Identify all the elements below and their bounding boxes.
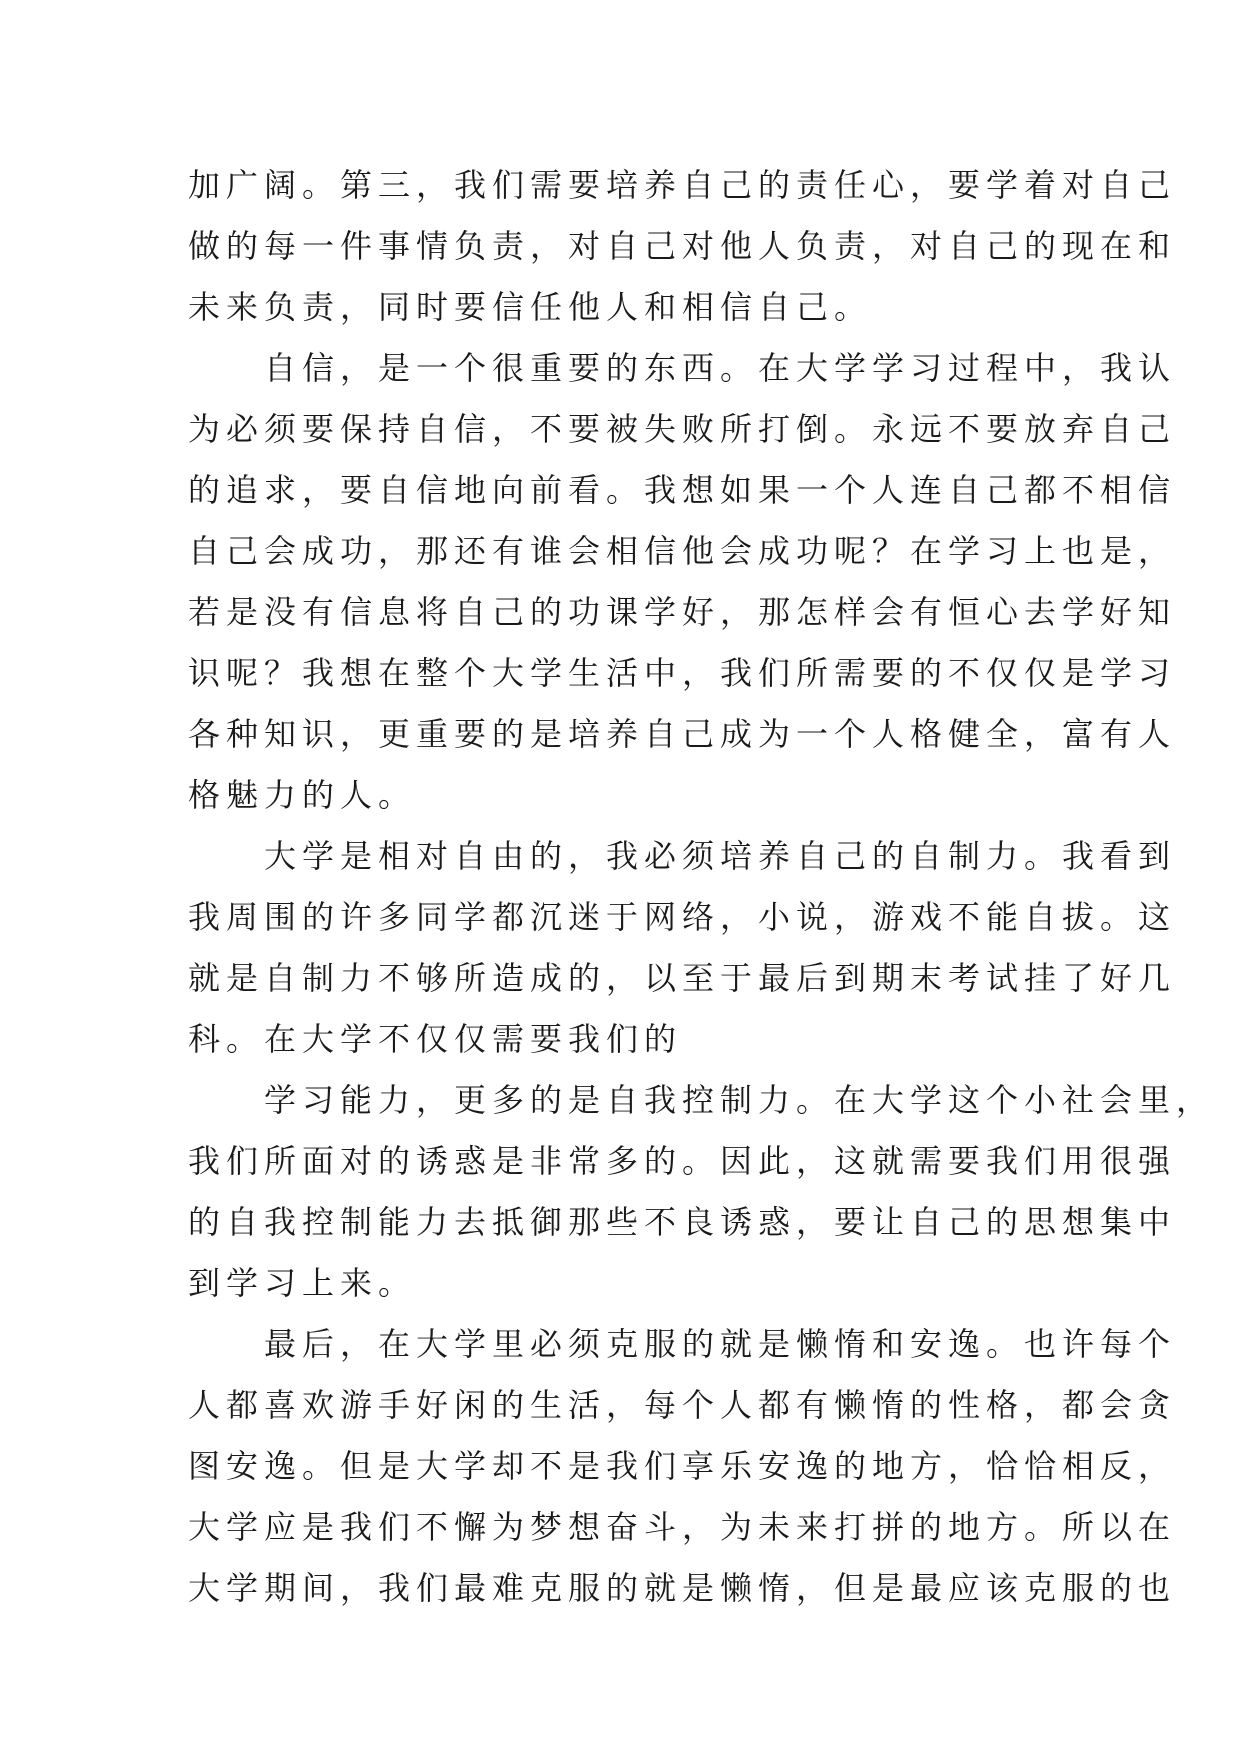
text-line: 人都喜欢游手好闲的生活，每个人都有懒惰的性格，都会贪	[188, 1386, 1177, 1424]
text-line: 我周围的许多同学都沉迷于网络，小说，游戏不能自拔。这	[188, 898, 1177, 936]
text-line: 各种知识，更重要的是培养自己成为一个人格健全，富有人	[188, 715, 1177, 753]
text-line: 到学习上来。	[188, 1264, 417, 1302]
text-line: 自己会成功，那还有谁会相信他会成功呢？在学习上也是，	[188, 532, 1177, 570]
paragraph-self-discipline	[188, 826, 1177, 1070]
paragraph-laziness	[188, 1314, 1177, 1619]
text-line: 科。在大学不仅仅需要我们的	[188, 1020, 683, 1058]
text-line: 学习能力，更多的是自我控制力。在大学这个小社会里，	[264, 1081, 1215, 1119]
text-line: 若是没有信息将自己的功课学好，那怎样会有恒心去学好知	[188, 593, 1177, 631]
text-line: 自信，是一个很重要的东西。在大学学习过程中，我认	[264, 349, 1177, 387]
text-line: 我们所面对的诱惑是非常多的。因此，这就需要我们用很强	[188, 1142, 1177, 1180]
text-line: 大学是相对自由的，我必须培养自己的自制力。我看到	[264, 837, 1177, 875]
text-line: 识呢？我想在整个大学生活中，我们所需要的不仅仅是学习	[188, 654, 1177, 692]
document-body	[188, 155, 1215, 1619]
text-line: 大学应是我们不懈为梦想奋斗，为未来打拼的地方。所以在	[188, 1508, 1177, 1546]
text-line: 的追求，要自信地向前看。我想如果一个人连自己都不相信	[188, 471, 1177, 509]
text-line: 的自我控制能力去抵御那些不良诱惑，要让自己的思想集中	[188, 1203, 1177, 1241]
text-line: 大学期间，我们最难克服的就是懒惰，但是最应该克服的也	[188, 1569, 1177, 1607]
paragraph-responsibility	[188, 155, 1177, 338]
text-line: 就是自制力不够所造成的，以至于最后到期末考试挂了好几	[188, 959, 1177, 997]
text-line: 未来负责，同时要信任他人和相信自己。	[188, 288, 873, 326]
text-line: 最后，在大学里必须克服的就是懒惰和安逸。也许每个	[264, 1325, 1177, 1363]
paragraph-self-control	[188, 1070, 1215, 1314]
text-line: 做的每一件事情负责，对自己对他人负责，对自己的现在和	[188, 227, 1177, 265]
text-line: 格魅力的人。	[188, 776, 417, 814]
text-line: 加广阔。第三，我们需要培养自己的责任心，要学着对自己	[188, 166, 1177, 204]
paragraph-confidence	[188, 338, 1177, 826]
text-line: 为必须要保持自信，不要被失败所打倒。永远不要放弃自己	[188, 410, 1177, 448]
text-line: 图安逸。但是大学却不是我们享乐安逸的地方，恰恰相反，	[188, 1447, 1177, 1485]
